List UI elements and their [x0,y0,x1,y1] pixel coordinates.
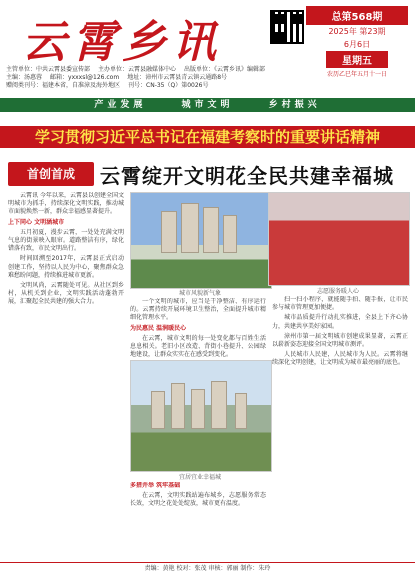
subheading: 多措并举 筑牢基础 [130,482,181,489]
editor: 主编：汤惠蓉 [6,74,43,81]
paragraph: 扫一扫小程序，就能随手拍、随手报，让市民参与城市管理更加便捷。 [272,296,408,312]
paragraph: 在云霄，文明实践站遍布城乡，志愿服务常态长效，文明之花处处绽放，城市更有温度。 [130,492,266,508]
qr-code-icon [270,10,304,44]
lead-title: 云霄绽开文明花全民共建幸福城 [100,164,394,188]
publication-info [6,66,411,90]
newspaper-title: 云霄乡讯 [22,17,222,68]
photo-caption: 城市风貌新气象 [178,290,221,297]
serial-number: 刊号：CN-35（Q）第0026号 [128,82,209,89]
article-column-2 [130,298,266,358]
photo-caption: 宜居宜业幸福城 [178,474,221,481]
paragraph: 在云霄，城市文明的每一处变化都与百姓生活息息相关。老旧小区改造、背街小巷提升、公园绿地建设，让群众实实在在感受到变化。 [130,334,266,358]
lead-tag: 首创首成 [8,162,94,186]
city-skyline-photo [130,192,272,289]
paragraph: 云霄讯 今年以来，云霄县以创建全国文明城市为抓手，持续深化文明实践，推动城市面貌焕然一新，群众幸福感显著提升。 [8,192,124,216]
lunar-date: 农历乙巳年五月十一日 [326,71,387,78]
subheading: 上下同心 文明涵城市 [8,218,65,226]
volunteer-crowd-photo [268,192,410,286]
article-column-1 [8,192,124,557]
address: 地址：漳州市云霄县青云镇云通路8号 [127,74,228,81]
paragraph: 时间回溯至2017年，云霄县正式启动创建工作，坚持以人民为中心，聚焦群众急难愁盼问题，持续推进城市更新。 [8,255,124,279]
year-issue: 2025年 第23期 [328,27,386,36]
slogan-item: 城市文明 [181,100,234,110]
paragraph: 一个文明的城市，应当是干净整洁、有序运行的。云霄持续开展环境卫生整治，全面提升城市精细化管理水平。 [130,298,266,322]
sponsor: 主管单位：中共云霄县委宣传部 [6,66,91,73]
paragraph: 漳州市第一届文明城市创建成果显著，云霄正以崭新姿态迎接全国文明城市测评。 [272,332,408,349]
slogan-item: 产业发展 [94,100,147,110]
subheading: 为民惠民 温润暖民心 [130,324,187,332]
paragraph: 五月初夏，漫步云霄，一处处充满文明气息的街景映入眼帘。道路整洁有序，绿化错落有致，市民文明出行。 [8,228,124,253]
issue-date: 6月6日 [343,40,371,49]
total-issue: 总第568期 [306,6,408,25]
paragraph: 人民城市人民建，人民城市为人民。云霄将继续深化文明创建，让文明成为城市最亮丽的底色。 [272,351,408,367]
license: 赠阅类刊号：福建本省，自准漳及海外地区 [6,82,121,89]
editor-credits: 责编：黄艳 校对：张茂 审核：郭丽 制作：朱玲 [0,562,415,575]
email[interactable]: 邮箱：yxxxsl@126.com [50,74,120,81]
slogan-bar [0,98,415,112]
article-column-2b [130,482,266,558]
weekday: 星期五 [326,51,388,68]
headline-banner: 学习贯彻习近平总书记在福建考察时的重要讲话精神 [0,126,415,148]
article-column-3 [272,296,408,558]
paragraph: 文明风尚，云霄随处可见。从社区到乡村，从机关到企业，文明实践活动蓬勃开展，汇聚起全民共建的强大合力。 [8,282,124,306]
organizer: 主办单位：云霄县融媒体中心 [98,66,177,73]
photo-caption: 志愿服务暖人心 [316,288,359,295]
city-aerial-photo [130,360,272,472]
publisher: 出版单位：《云霄乡讯》编辑部 [184,66,266,73]
slogan-item: 乡村振兴 [268,100,321,110]
paragraph: 城市品质提升行动扎实推进，全县上下齐心协力，共建共享美好家园。 [272,314,408,330]
